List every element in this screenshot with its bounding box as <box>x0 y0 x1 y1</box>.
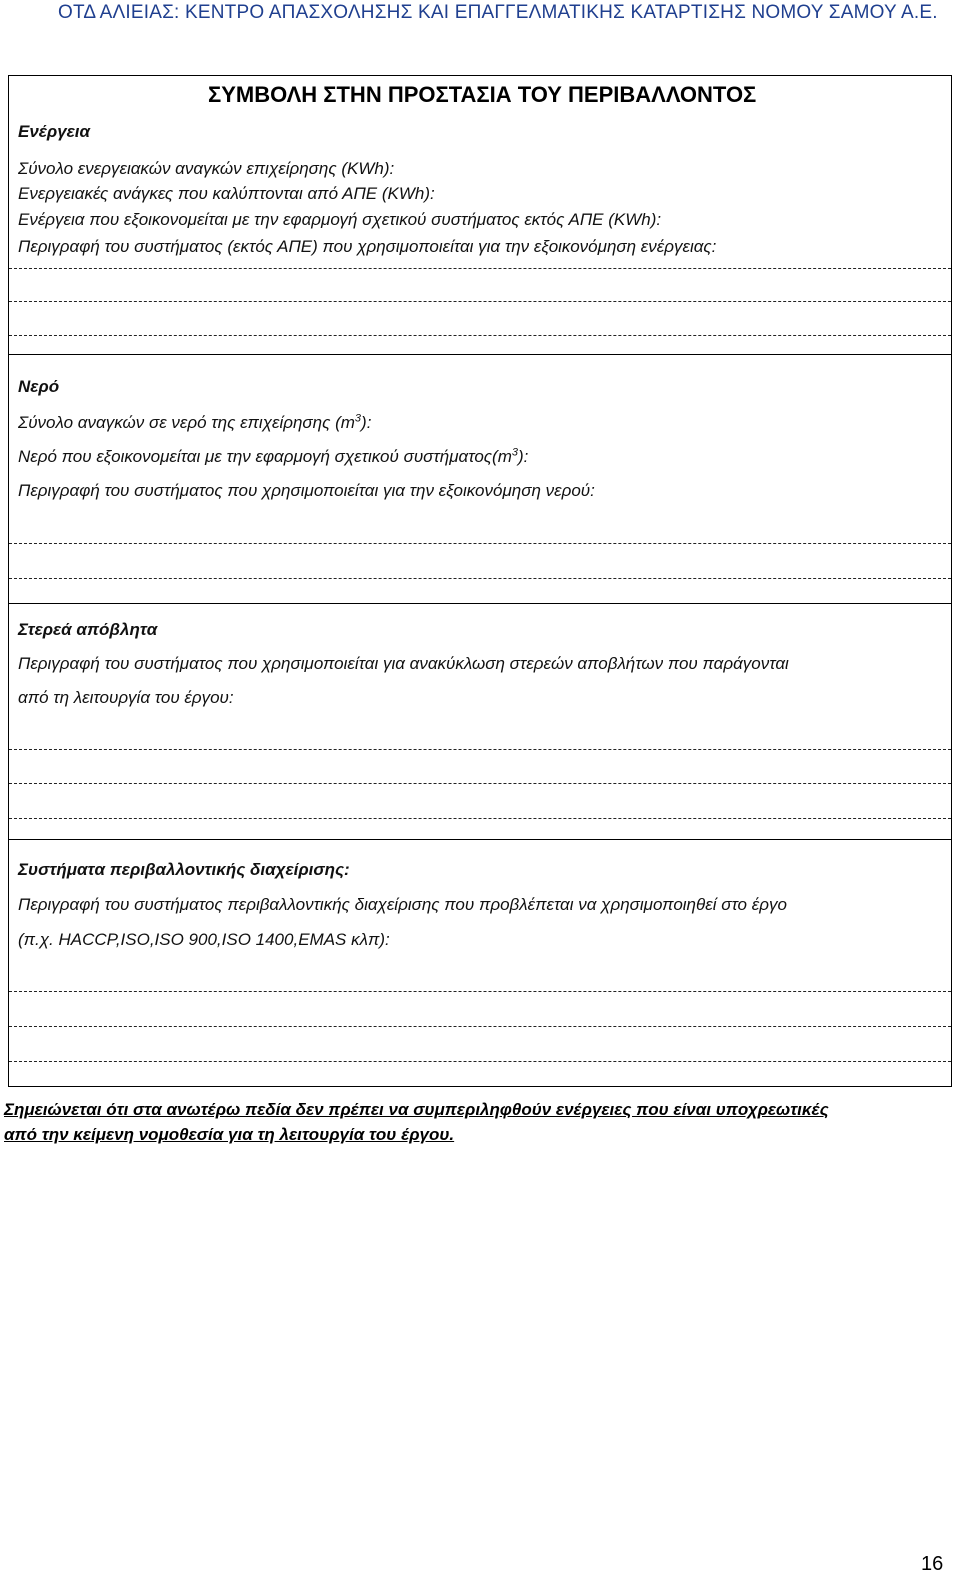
water-saved-close: ): <box>518 447 529 466</box>
management-description-label-1: Περιγραφή του συστήματος περιβαλλοντικής διαχείρισης που προβλέπεται να χρησιμοποιηθεί στο έργο <box>18 895 787 914</box>
water-heading: Νερό <box>18 377 60 396</box>
energy-description-label: Περιγραφή του συστήματος (εκτός ΑΠΕ) που χρησιμοποιείται για την εξοικονόμηση ενέργειας: <box>18 237 717 256</box>
management-description-line-1[interactable] <box>9 991 951 992</box>
energy-saved-label: Ενέργεια που εξοικονομείται με την εφαρμογή σχετικού συστήματος εκτός ΑΠΕ (KWh): <box>18 210 662 229</box>
waste-description-line-2[interactable] <box>9 783 951 784</box>
water-saved-label <box>18 447 528 467</box>
management-description-label-2: (π.χ. HACCP,ISO,ISO 900,ISO 1400,EMAS κλπ): <box>18 930 390 949</box>
waste-description-line-1[interactable] <box>9 749 951 750</box>
energy-description-line-2[interactable] <box>9 301 951 302</box>
water-total-close: ): <box>361 413 372 432</box>
management-description-line-3[interactable] <box>9 1061 951 1062</box>
water-section <box>8 354 952 604</box>
water-total-text: Σύνολο αναγκών σε νερό της επιχείρησης (m <box>18 413 355 432</box>
management-heading: Συστήματα περιβαλλοντικής διαχείρισης: <box>18 860 350 879</box>
page-number: 16 <box>921 1553 944 1575</box>
water-total-label <box>18 413 371 433</box>
waste-description-line-3[interactable] <box>9 818 951 819</box>
energy-renewable-label: Ενεργειακές ανάγκες που καλύπτονται από ΑΠΕ (KWh): <box>18 184 435 203</box>
water-total-exponent: 3 <box>354 412 362 425</box>
waste-description-label-2: από τη λειτουργία του έργου: <box>18 688 234 707</box>
note-line-1: Σημειώνεται ότι στα ανωτέρω πεδία δεν πρέπει να συμπεριληφθούν ενέργειες που είναι υποχρεωτικές <box>4 1100 829 1119</box>
energy-total-label: Σύνολο ενεργειακών αναγκών επιχείρησης (KWh): <box>18 159 395 178</box>
water-description-line-2[interactable] <box>9 578 951 579</box>
water-description-line-1[interactable] <box>9 543 951 544</box>
water-description-label: Περιγραφή του συστήματος που χρησιμοποιείται για την εξοικονόμηση νερού: <box>18 481 595 500</box>
document-header: ΟΤΔ ΑΛΙΕΙΑΣ: ΚΕΝΤΡΟ ΑΠΑΣΧΟΛΗΣΗΣ ΚΑΙ ΕΠΑΓΓΕΛΜΑΤΙΚΗΣ ΚΑΤΑΡΤΙΣΗΣ ΝΟΜΟΥ ΣΑΜΟΥ Α.Ε. <box>58 2 938 23</box>
note-line-2: από την κείμενη νομοθεσία για τη λειτουργία του έργου. <box>4 1125 455 1144</box>
waste-heading: Στερεά απόβλητα <box>18 620 158 639</box>
water-saved-exponent: 3 <box>511 446 519 459</box>
energy-description-line-1[interactable] <box>9 268 951 269</box>
energy-description-line-3[interactable] <box>9 335 951 336</box>
management-description-line-2[interactable] <box>9 1026 951 1027</box>
water-saved-text: Νερό που εξοικονομείται με την εφαρμογή σχετικού συστήματος(m <box>18 447 512 466</box>
waste-description-label-1: Περιγραφή του συστήματος που χρησιμοποιείται για ανακύκλωση στερεών αποβλήτων που παράγονται <box>18 654 789 673</box>
energy-heading: Ενέργεια <box>18 122 91 141</box>
form-title: ΣΥΜΒΟΛΗ ΣΤΗΝ ΠΡΟΣΤΑΣΙΑ ΤΟΥ ΠΕΡΙΒΑΛΛΟΝΤΟΣ <box>208 82 757 107</box>
